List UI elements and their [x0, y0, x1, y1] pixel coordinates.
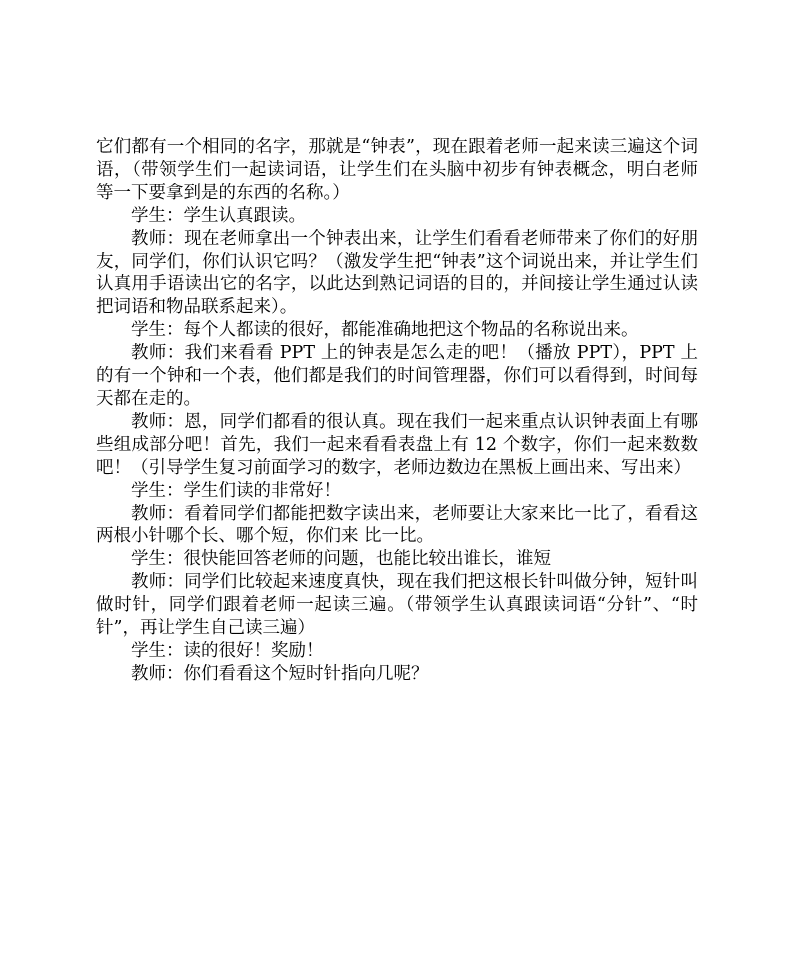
document-body [96, 136, 698, 686]
paragraph-student-2: 学生：每个人都读的很好，都能准确地把这个物品的名称说出来。 [131, 320, 639, 341]
paragraph-teacher-1: 教师：现在老师拿出一个钟表出来，让学生们看看老师带来了你们的好朋友，同学们，你们认识它吗？（激发学生把“钟表”这个词说出来，并让学生们认真用手语读出它的名字，以此达到熟记词语的目的，并间接让学生通过认读把词语和物品联系起来）。 [96, 228, 698, 318]
paragraph-intro: 它们都有一个相同的名字，那就是“钟表”，现在跟着老师一起来读三遍这个词语，（带领学生们一起读词语，让学生们在头脑中初步有钟表概念，明白老师等一下要拿到是的东西的名称。） [96, 137, 698, 203]
paragraph-student-1: 学生：学生认真跟读。 [131, 205, 306, 226]
paragraph-teacher-2: 教师：我们来看看 PPT 上的钟表是怎么走的吧！（播放 PPT），PPT 上的有一个钟和一个表，他们都是我们的时间管理器，你们可以看得到，时间每天都在走的。 [96, 343, 698, 409]
paragraph-teacher-4: 教师：看着同学们都能把数字读出来，老师要让大家来比一比了，看看这两根小针哪个长、哪个短，你们来 比一比。 [96, 503, 698, 547]
paragraph-teacher-6: 教师：你们看看这个短时针指向几呢？ [131, 663, 429, 684]
paragraph-student-5: 学生：读的很好！奖励！ [131, 640, 324, 661]
paragraph-teacher-5: 教师：同学们比较起来速度真快，现在我们把这根长针叫做分钟，短针叫做时针，同学们跟着老师一起读三遍。（带领学生认真跟读词语“分针”、“时针”，再让学生自己读三遍） [96, 572, 698, 639]
paragraph-teacher-3: 教师：恩，同学们都看的很认真。现在我们一起来重点认识钟表面上有哪些组成部分吧！首先，我们一起来看看表盘上有 12 个数字，你们一起来数数吧！（引导学生复习前面学习的数字，老师边数边在黑板上画出来、写出来） [96, 411, 698, 478]
paragraph-student-3: 学生：学生们读的非常好！ [131, 480, 341, 501]
paragraph-student-4: 学生：很快能回答老师的问题，也能比较出谁长，谁短 [131, 549, 551, 570]
